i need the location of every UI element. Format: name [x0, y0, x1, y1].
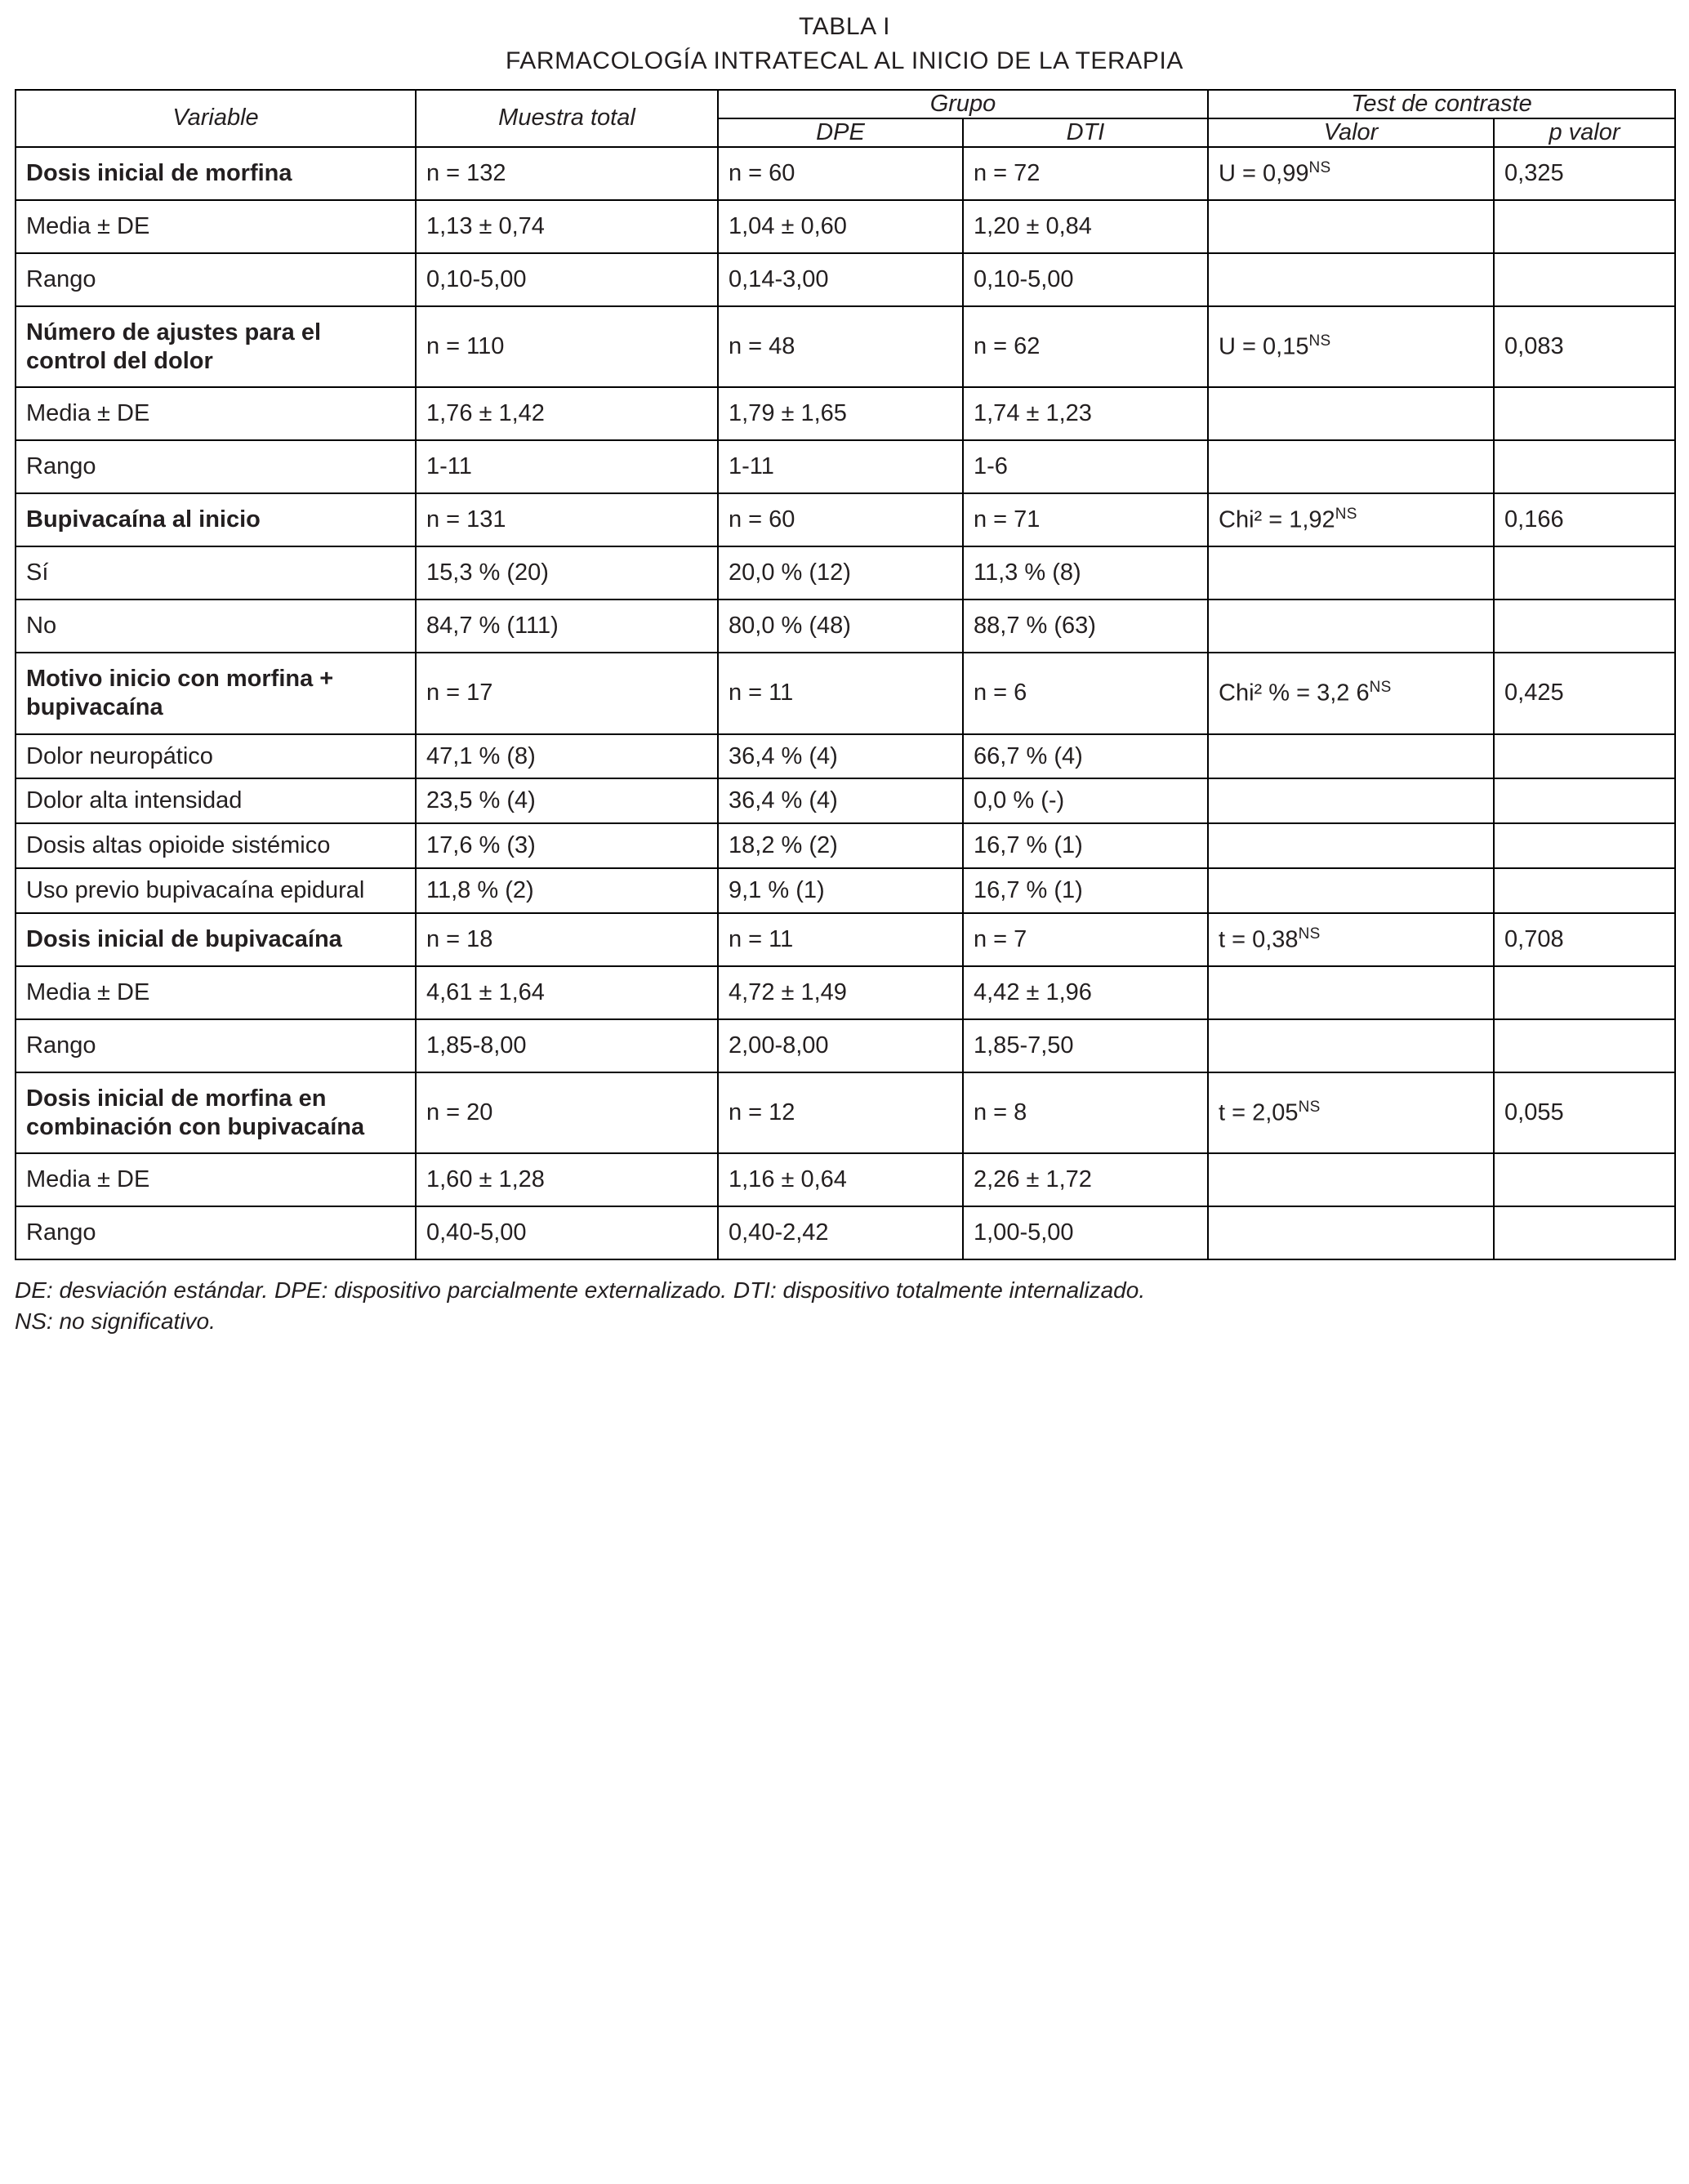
- row-p-valor-cell: [1494, 1206, 1675, 1259]
- row-variable: Dosis altas opioide sistémico: [26, 832, 331, 859]
- row-dti-cell: [963, 823, 1208, 868]
- row-dpe-cell: [718, 493, 963, 546]
- row-muestra-total-cell: [416, 1206, 718, 1259]
- row-p-valor: 0,325: [1504, 160, 1564, 187]
- row-dpe: n = 60: [729, 506, 795, 533]
- row-dpe-cell: [718, 913, 963, 966]
- row-dti-cell: [963, 966, 1208, 1019]
- row-dpe-cell: [718, 387, 963, 440]
- table-caption: FARMACOLOGÍA INTRATECAL AL INICIO DE LA TERAPIA: [505, 47, 1184, 75]
- row-valor-cell: [1208, 823, 1494, 868]
- pharmacology-table: [15, 89, 1676, 1260]
- row-dpe-cell: [718, 599, 963, 653]
- row-variable-cell: [16, 306, 416, 388]
- table-row: [16, 1206, 1675, 1259]
- row-p-valor: 0,083: [1504, 333, 1564, 360]
- row-valor: [1209, 494, 1493, 546]
- table-row: [16, 1072, 1675, 1154]
- row-variable-cell: [16, 913, 416, 966]
- row-p-valor-cell: [1494, 599, 1675, 653]
- footnote-line-1: DE: desviación estándar. DPE: dispositivo parcialmente externalizado. DTI: dispositivo totalmente internalizado.: [15, 1277, 1146, 1304]
- row-valor: [1209, 1034, 1493, 1057]
- table-row: [16, 778, 1675, 823]
- row-muestra-total-cell: [416, 147, 718, 200]
- row-muestra-total: 84,7 % (111): [426, 613, 559, 640]
- table-title-block: [15, 11, 1674, 78]
- row-variable: Bupivacaína al inicio: [26, 506, 261, 533]
- row-p-valor: [1495, 216, 1674, 238]
- row-valor-cell: [1208, 387, 1494, 440]
- row-muestra-total: 0,10-5,00: [426, 266, 527, 293]
- table-row: [16, 653, 1675, 734]
- row-variable-cell: [16, 1019, 416, 1072]
- row-dti: 88,7 % (63): [974, 613, 1096, 640]
- row-dpe: n = 48: [729, 333, 795, 360]
- row-dpe: n = 12: [729, 1099, 795, 1126]
- row-muestra-total: n = 110: [426, 333, 505, 360]
- row-valor-significance: NS: [1298, 925, 1321, 943]
- row-variable-cell: [16, 653, 416, 734]
- row-muestra-total: 17,6 % (3): [426, 832, 536, 859]
- row-p-valor: [1495, 1169, 1674, 1192]
- row-valor: [1209, 562, 1493, 585]
- row-p-valor-cell: [1494, 913, 1675, 966]
- row-p-valor-cell: [1494, 778, 1675, 823]
- row-dpe-cell: [718, 253, 963, 306]
- row-muestra-total: 47,1 % (8): [426, 742, 536, 769]
- row-dti: n = 8: [974, 1099, 1027, 1126]
- row-valor: [1209, 403, 1493, 426]
- table-number: TABLA I: [798, 13, 891, 40]
- row-p-valor: [1495, 982, 1674, 1005]
- row-variable-cell: [16, 778, 416, 823]
- row-valor-cell: [1208, 868, 1494, 913]
- row-dti: 0,0 % (-): [974, 787, 1065, 814]
- row-valor-text: t = 0,38: [1219, 926, 1299, 953]
- row-muestra-total: n = 17: [426, 680, 493, 706]
- column-header-dpe: DPE: [718, 118, 963, 147]
- row-muestra-total-cell: [416, 734, 718, 779]
- row-dpe-cell: [718, 147, 963, 200]
- row-p-valor-cell: [1494, 253, 1675, 306]
- row-dpe-cell: [718, 1153, 963, 1206]
- row-dti: 1,74 ± 1,23: [974, 400, 1092, 427]
- row-muestra-total-cell: [416, 653, 718, 734]
- row-muestra-total-cell: [416, 387, 718, 440]
- row-dpe: 1,04 ± 0,60: [729, 213, 847, 240]
- row-muestra-total-cell: [416, 1072, 718, 1154]
- row-p-valor-cell: [1494, 147, 1675, 200]
- row-dti-cell: [963, 387, 1208, 440]
- row-p-valor-cell: [1494, 966, 1675, 1019]
- row-variable: Rango: [26, 266, 96, 293]
- row-dti: 66,7 % (4): [974, 742, 1083, 769]
- row-valor-text: t = 2,05: [1219, 1099, 1299, 1126]
- row-dti-cell: [963, 778, 1208, 823]
- row-variable: Motivo inicio con morfina + bupivacaína: [26, 666, 334, 720]
- row-p-valor-cell: [1494, 1153, 1675, 1206]
- row-valor-cell: [1208, 200, 1494, 253]
- row-variable: No: [26, 613, 57, 640]
- table-row: [16, 306, 1675, 388]
- table-row: [16, 823, 1675, 868]
- row-variable: Rango: [26, 1032, 96, 1059]
- row-p-valor: [1495, 1222, 1674, 1245]
- row-p-valor-cell: [1494, 823, 1675, 868]
- row-valor-significance: NS: [1308, 332, 1331, 350]
- row-p-valor-cell: [1494, 653, 1675, 734]
- row-valor-cell: [1208, 913, 1494, 966]
- row-variable-cell: [16, 1206, 416, 1259]
- row-dti: n = 7: [974, 926, 1027, 953]
- row-valor-cell: [1208, 493, 1494, 546]
- row-dpe: 1-11: [729, 453, 774, 480]
- row-muestra-total: n = 18: [426, 926, 493, 953]
- table-body: [16, 147, 1675, 1259]
- row-dti-cell: [963, 1019, 1208, 1072]
- row-p-valor-cell: [1494, 1019, 1675, 1072]
- row-valor-cell: [1208, 440, 1494, 493]
- row-variable: Media ± DE: [26, 213, 150, 240]
- row-dpe-cell: [718, 1019, 963, 1072]
- row-dti-cell: [963, 913, 1208, 966]
- row-muestra-total-cell: [416, 966, 718, 1019]
- row-dpe-cell: [718, 1072, 963, 1154]
- row-valor-cell: [1208, 546, 1494, 599]
- row-dpe: 9,1 % (1): [729, 877, 825, 904]
- row-valor: [1209, 794, 1493, 809]
- table-row: [16, 734, 1675, 779]
- row-valor-cell: [1208, 966, 1494, 1019]
- row-muestra-total-cell: [416, 546, 718, 599]
- row-muestra-total-cell: [416, 493, 718, 546]
- row-dti-cell: [963, 306, 1208, 388]
- row-p-valor-cell: [1494, 200, 1675, 253]
- row-variable: Número de ajustes para el control del dolor: [26, 319, 322, 374]
- row-muestra-total: 1,85-8,00: [426, 1032, 527, 1059]
- row-p-valor: [1495, 403, 1674, 426]
- row-dpe: n = 11: [729, 680, 794, 706]
- row-muestra-total-cell: [416, 1019, 718, 1072]
- row-variable-cell: [16, 147, 416, 200]
- row-dti: 1,00-5,00: [974, 1219, 1074, 1246]
- row-valor: [1209, 883, 1493, 898]
- table-row: [16, 868, 1675, 913]
- row-dti: 16,7 % (1): [974, 877, 1083, 904]
- row-p-valor: 0,425: [1504, 680, 1564, 706]
- row-dti-cell: [963, 200, 1208, 253]
- row-valor-cell: [1208, 253, 1494, 306]
- row-dti-cell: [963, 1153, 1208, 1206]
- row-valor: [1209, 1169, 1493, 1192]
- row-p-valor: 0,055: [1504, 1099, 1564, 1126]
- row-variable: Dolor alta intensidad: [26, 787, 243, 814]
- row-dpe-cell: [718, 778, 963, 823]
- row-variable: Sí: [26, 559, 49, 586]
- table-footnote: [15, 1275, 1648, 1337]
- table-row: [16, 1019, 1675, 1072]
- row-valor-significance: NS: [1308, 158, 1331, 176]
- row-muestra-total-cell: [416, 253, 718, 306]
- row-dti-cell: [963, 546, 1208, 599]
- row-dti: n = 72: [974, 160, 1041, 187]
- row-variable: Media ± DE: [26, 1166, 150, 1193]
- row-variable: Dolor neuropático: [26, 742, 213, 769]
- row-p-valor: [1495, 839, 1674, 854]
- table-head: [16, 90, 1675, 147]
- row-valor: [1209, 914, 1493, 965]
- row-dti-cell: [963, 440, 1208, 493]
- row-dpe-cell: [718, 1206, 963, 1259]
- row-valor: [1209, 1222, 1493, 1245]
- row-muestra-total: 11,8 % (2): [426, 877, 534, 904]
- row-p-valor: [1495, 1034, 1674, 1057]
- row-dpe: 2,00-8,00: [729, 1032, 829, 1059]
- row-muestra-total-cell: [416, 306, 718, 388]
- row-valor-cell: [1208, 306, 1494, 388]
- table-row: [16, 387, 1675, 440]
- row-dpe: 18,2 % (2): [729, 832, 838, 859]
- row-muestra-total-cell: [416, 1153, 718, 1206]
- table-row: [16, 966, 1675, 1019]
- row-dti: 2,26 ± 1,72: [974, 1166, 1092, 1193]
- row-dpe-cell: [718, 966, 963, 1019]
- table-row: [16, 200, 1675, 253]
- row-p-valor: [1495, 749, 1674, 764]
- column-header-p-valor: p valor: [1494, 118, 1675, 147]
- row-valor-cell: [1208, 1153, 1494, 1206]
- row-valor-significance: NS: [1298, 1098, 1321, 1116]
- row-p-valor: [1495, 562, 1674, 585]
- row-dpe-cell: [718, 734, 963, 779]
- row-p-valor: [1495, 883, 1674, 898]
- column-group-header-grupo: Grupo: [718, 90, 1208, 118]
- row-dpe-cell: [718, 868, 963, 913]
- row-dti: 1,20 ± 0,84: [974, 213, 1092, 240]
- table-row: [16, 913, 1675, 966]
- row-valor-cell: [1208, 653, 1494, 734]
- row-valor-text: U = 0,15: [1219, 333, 1309, 360]
- row-muestra-total: 1,60 ± 1,28: [426, 1166, 545, 1193]
- row-p-valor: [1495, 615, 1674, 638]
- row-dti: n = 71: [974, 506, 1041, 533]
- row-valor-cell: [1208, 734, 1494, 779]
- row-dpe-cell: [718, 306, 963, 388]
- row-variable-cell: [16, 387, 416, 440]
- row-variable: Uso previo bupivacaína epidural: [26, 877, 365, 904]
- row-variable-cell: [16, 1153, 416, 1206]
- column-header-dti: DTI: [963, 118, 1208, 147]
- row-dpe: 80,0 % (48): [729, 613, 851, 640]
- row-valor: [1209, 321, 1493, 372]
- row-dpe: 1,16 ± 0,64: [729, 1166, 847, 1193]
- row-dti-cell: [963, 599, 1208, 653]
- row-valor: [1209, 216, 1493, 238]
- row-p-valor-cell: [1494, 440, 1675, 493]
- row-p-valor-cell: [1494, 868, 1675, 913]
- row-dti: 16,7 % (1): [974, 832, 1083, 859]
- row-muestra-total: 23,5 % (4): [426, 787, 536, 814]
- table-row: [16, 147, 1675, 200]
- row-muestra-total-cell: [416, 200, 718, 253]
- row-dti: n = 62: [974, 333, 1041, 360]
- row-dti: 4,42 ± 1,96: [974, 979, 1092, 1006]
- row-dti: 11,3 % (8): [974, 559, 1081, 586]
- row-valor: [1209, 615, 1493, 638]
- row-muestra-total-cell: [416, 599, 718, 653]
- row-valor-cell: [1208, 147, 1494, 200]
- row-variable-cell: [16, 966, 416, 1019]
- row-valor: [1209, 839, 1493, 854]
- row-variable-cell: [16, 823, 416, 868]
- row-dpe: 36,4 % (4): [729, 787, 838, 814]
- row-variable-cell: [16, 200, 416, 253]
- row-valor-cell: [1208, 1019, 1494, 1072]
- row-dti-cell: [963, 734, 1208, 779]
- row-variable-cell: [16, 1072, 416, 1154]
- row-valor-significance: NS: [1369, 679, 1392, 697]
- row-p-valor-cell: [1494, 1072, 1675, 1154]
- row-variable: Media ± DE: [26, 979, 150, 1006]
- column-header-variable: Variable: [16, 90, 416, 147]
- row-variable-cell: [16, 868, 416, 913]
- row-dpe: 4,72 ± 1,49: [729, 979, 847, 1006]
- row-valor-text: Chi² = 1,92: [1219, 506, 1335, 533]
- row-dti-cell: [963, 653, 1208, 734]
- row-dti-cell: [963, 1072, 1208, 1154]
- column-group-header-test-contraste: Test de contraste: [1208, 90, 1675, 118]
- table-row: [16, 599, 1675, 653]
- row-dpe: n = 60: [729, 160, 795, 187]
- row-muestra-total: n = 20: [426, 1099, 493, 1126]
- row-variable: Dosis inicial de morfina: [26, 160, 292, 187]
- row-valor: [1209, 268, 1493, 291]
- row-muestra-total-cell: [416, 913, 718, 966]
- row-dpe: 36,4 % (4): [729, 742, 838, 769]
- row-valor: [1209, 148, 1493, 199]
- row-dpe-cell: [718, 546, 963, 599]
- row-p-valor-cell: [1494, 734, 1675, 779]
- row-muestra-total: 1,13 ± 0,74: [426, 213, 545, 240]
- row-dpe: 1,79 ± 1,65: [729, 400, 847, 427]
- row-dpe-cell: [718, 440, 963, 493]
- row-dti-cell: [963, 147, 1208, 200]
- row-valor-cell: [1208, 599, 1494, 653]
- table-row: [16, 493, 1675, 546]
- row-valor-text: U = 0,99: [1219, 160, 1309, 187]
- row-muestra-total-cell: [416, 823, 718, 868]
- row-valor-significance: NS: [1335, 506, 1357, 524]
- row-p-valor-cell: [1494, 387, 1675, 440]
- row-dpe-cell: [718, 653, 963, 734]
- row-variable-cell: [16, 253, 416, 306]
- row-variable: Rango: [26, 453, 96, 480]
- row-dpe: 0,40-2,42: [729, 1219, 829, 1246]
- row-p-valor: 0,166: [1504, 506, 1564, 533]
- row-p-valor: [1495, 456, 1674, 479]
- row-variable-cell: [16, 734, 416, 779]
- column-header-muestra-total: Muestra total: [416, 90, 718, 147]
- row-dti-cell: [963, 1206, 1208, 1259]
- row-variable: Media ± DE: [26, 400, 150, 427]
- row-muestra-total: 15,3 % (20): [426, 559, 549, 586]
- row-valor: [1209, 982, 1493, 1005]
- row-variable: Dosis inicial de bupivacaína: [26, 926, 342, 953]
- row-p-valor-cell: [1494, 493, 1675, 546]
- row-muestra-total: 1,76 ± 1,42: [426, 400, 545, 427]
- row-dti: 1,85-7,50: [974, 1032, 1074, 1059]
- row-variable-cell: [16, 599, 416, 653]
- row-variable: Dosis inicial de morfina en combinación con bupivacaína: [26, 1085, 365, 1140]
- row-dti: n = 6: [974, 680, 1027, 706]
- row-valor: [1209, 456, 1493, 479]
- row-muestra-total: 4,61 ± 1,64: [426, 979, 545, 1006]
- row-valor: [1209, 749, 1493, 764]
- row-p-valor-cell: [1494, 306, 1675, 388]
- row-variable-cell: [16, 546, 416, 599]
- table-row: [16, 440, 1675, 493]
- row-valor-cell: [1208, 1206, 1494, 1259]
- row-dpe: 0,14-3,00: [729, 266, 829, 293]
- row-p-valor: [1495, 794, 1674, 809]
- table-row: [16, 1153, 1675, 1206]
- row-dpe-cell: [718, 200, 963, 253]
- row-muestra-total: 1-11: [426, 453, 472, 480]
- row-p-valor-cell: [1494, 546, 1675, 599]
- row-dpe: n = 11: [729, 926, 794, 953]
- header-row-top: [16, 90, 1675, 118]
- row-valor-text: Chi² % = 3,2 6: [1219, 680, 1370, 706]
- row-muestra-total-cell: [416, 778, 718, 823]
- row-dti-cell: [963, 493, 1208, 546]
- table-row: [16, 546, 1675, 599]
- row-dti-cell: [963, 868, 1208, 913]
- row-p-valor: [1495, 268, 1674, 291]
- table-row: [16, 253, 1675, 306]
- footnote-line-2: NS: no significativo.: [15, 1308, 216, 1334]
- row-valor: [1209, 1087, 1493, 1139]
- row-dti-cell: [963, 253, 1208, 306]
- column-header-valor: Valor: [1208, 118, 1494, 147]
- row-dpe: 20,0 % (12): [729, 559, 851, 586]
- row-valor: [1209, 667, 1493, 719]
- row-muestra-total: n = 132: [426, 160, 506, 187]
- row-variable-cell: [16, 493, 416, 546]
- row-muestra-total-cell: [416, 440, 718, 493]
- row-dti: 0,10-5,00: [974, 266, 1074, 293]
- row-muestra-total: n = 131: [426, 506, 506, 533]
- row-muestra-total: 0,40-5,00: [426, 1219, 527, 1246]
- row-valor-cell: [1208, 778, 1494, 823]
- row-muestra-total-cell: [416, 868, 718, 913]
- row-variable: Rango: [26, 1219, 96, 1246]
- row-valor-cell: [1208, 1072, 1494, 1154]
- row-p-valor: 0,708: [1504, 926, 1564, 953]
- row-dti: 1-6: [974, 453, 1008, 480]
- row-dpe-cell: [718, 823, 963, 868]
- row-variable-cell: [16, 440, 416, 493]
